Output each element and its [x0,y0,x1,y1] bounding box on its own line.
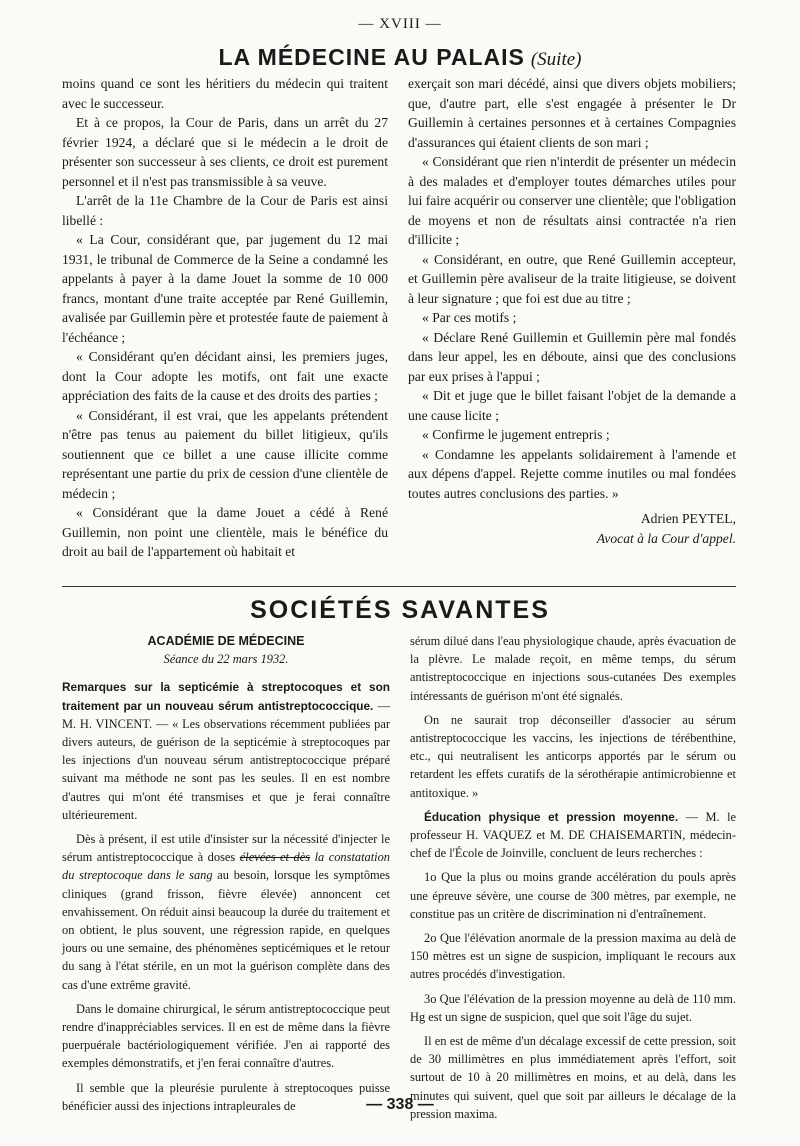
paragraph: « Considérant que la dame Jouet a cédé à René Guillemin, non point une clientèle, mais le bénéfice du droit au bail de l'appartement où habitait et [62,505,388,559]
paragraph: « Considérant qu'en décidant ainsi, les premiers juges, dont la Cour adopte les motifs, ont fait une exacte appréciation des faits de la cause et des droits des parties ; [62,349,388,403]
point-4: Il en est de même d'un décalage excessif de cette pression, soit de 30 millimètres en plus immédiatement après l'effort, soit surtout de 10 à 20 millimètres en moins, et au delà, dans les minutes qui suivent, quel que soit par ailleurs le décalage de la pression maxima. [410,1034,736,1121]
signature-first: Adrien [640,511,679,526]
paragraph: Dans le domaine chirurgical, le sérum antistreptococcique peut rendre d'inappréciables services. Il en est de même dans la fièvre puerpuérale bactériologiquement vérifiée. J'en ai rapporté des exemples démonstratifs, et j'en ferai connaître d'autres. [62,1001,390,1071]
point-1: 1o Que la plus ou moins grande accélération du pouls après une épreuve sévère, une course de 300 mètres, par exemple, ne constitue pas un critère de discrimination ni d'entraînement. [410,870,736,921]
article1-right-column [408,74,736,548]
paper2-title: Éducation physique et pression moyenne. [424,809,679,824]
signature-role: Avocat à la Cour d'appel. [596,530,736,546]
paragraph: « Condamne les appelants solidairement à l'amende et aux dépens d'appel. Rejette comme inutiles ou mal fondées toutes autres conclusions des parties. » [408,446,736,501]
paper1-p2d: au besoin, lorsque les symptômes cliniques (grand frisson, fièvre élevée) annoncent cet envahissement. On réduit ainsi beaucoup la durée du traitement et on obtient, le plus souvent, une régression rapide, en quelques jours ou une semaine, des phénomènes septicémiques et le retour du sang à l'état stérile, en un mot la guérison complète dans des cas d'une extrême gravité. [62,868,390,992]
paper1-p2c: la constatation du streptocoque dans le sang [62,850,391,883]
section-title-societes-savantes: SOCIÉTÉS SAVANTES [250,596,550,624]
paper2-intro1: M. le professeur H. [410,809,737,843]
title-suffix: (Suite) [530,49,582,70]
article1-left-column [62,74,388,562]
paragraph: « Par ces motifs ; [422,310,517,325]
section-divider [62,586,736,587]
paragraph: On ne saurait trop déconseiller d'associer au sérum antistreptococcique les vaccins, les injections de térébenthine, etc., qui neutralisent les anticorps apportés par le sérum ou retardent les effets curatifs de la sérothérapie antimicrobienne et antitoxique. » [410,712,736,800]
page-roman-number: — XVIII — [358,16,442,32]
point-3: 3o Que l'élévation de la pression moyenne au delà de 110 mm. Hg est un signe de suspicion, quel que soit l'âge du sujet. [410,991,736,1024]
paper1-p2b: élevées et dès [239,850,311,865]
signature-last: PEYTEL, [682,511,736,526]
paragraph: sérum dilué dans l'eau physiologique chaude, après évacuation de la plèvre. Le malade reçoit, en même temps, du sérum antistreptococcique en injections sous-cutanées Des exemples intéressants de guérison m'ont été signalés. [410,634,736,703]
point-2: 2o Que l'élévation anormale de la pression maxima au delà de 150 mètres est un signe de suspicion, impliquant le recours aux autres procédés d'investigation. [410,931,736,982]
paper1-author: M. H. VINCENT. [62,716,153,731]
paper2-name1: VAQUEZ [482,828,532,843]
paragraph: moins quand ce sont les héritiers du médecin qui traitent avec le successeur. [62,76,388,111]
paragraph: L'arrêt de la 11e Chambre de la Cour de Paris est ainsi libellé : [62,193,388,228]
paragraph: Il semble que la pleurésie purulente à streptocoques puisse bénéficier aussi des injections intrapleurales de [62,1080,390,1113]
paragraph: « La Cour, considérant que, par jugement du 12 mai 1931, le tribunal de Commerce de la Seine a condamné les appelants à payer à la dame Jouet la somme de 10 000 francs, montant d'une traite acceptée par René Guillemin, avalisée par Guillemin père et protestée faute de paiement à l'échéance ; [62,232,388,345]
session-date: Séance du 22 mars 1932. [163,652,289,667]
paper2-intro2: et M. [536,828,564,843]
academy-heading: ACADÉMIE DE MÉDECINE [147,634,305,648]
paper2-name2: DE CHAISEMARTIN, [568,828,686,843]
page-number: — 338 — [366,1096,434,1113]
signature [408,509,736,548]
paper1-heading: Remarques sur la septicémie à streptocoques et son traitement par un nouveau sérum antistreptococcique. — M. H. VINCENT. — « Les observations récemment publiées par divers auteurs, de guérison de la septicémie à streptocoques par les injections d'un nouveau sérum antistreptococcique préparé suivant ma méthode ne sont pas les seules. Il en est nombre d'autres qui m'ont été transmises et que je ferai connaître ultérieurement. [62,680,390,822]
section2-left-column [62,632,390,1115]
paper1-title: Remarques sur la septicémie à streptocoques et son traitement par un nouveau sérum antistreptococcique. [62,680,390,713]
paragraph: « Dit et juge que le billet faisant l'objet de la demande a une cause licite ; [408,388,736,423]
section2-right-column [410,632,736,1123]
paragraph [62,830,390,994]
paragraph: « Considérant, il est vrai, que les appelants prétendent n'être pas tenus au paiement du billet litigieux, qu'ils soutiennent que ce billet a une cause illicite comme représentant une partie du prix de cession d'une clientèle de médecin ; [62,407,388,501]
paragraph: « Confirme le jugement entrepris ; [422,427,610,442]
paragraph: Et à ce propos, la Cour de Paris, dans un arrêt du 27 février 1924, a déclaré que si le médecin a le droit de présenter son successeur à ses clients, ce droit est purement personnel et il n'est pas transmissible à sa veuve. [62,115,388,189]
paper2-intro3: médecin-chef de l'École de Joinville, concluent de leurs recherches : [410,828,736,861]
paragraph: « Déclare René Guillemin et Guillemin père mal fondés dans leur appel, les en déboute, ainsi que des conclusions par eux prises à l'appui ; [408,329,736,384]
title-text: LA MÉDECINE AU PALAIS [218,44,525,70]
signature-name [408,509,736,529]
paper1-p2a: Dès à présent, il est utile d'insister sur la nécessité d'injecter le sérum antistreptococcique à doses [62,832,390,865]
section-title-medecine-au-palais [0,44,800,71]
paper1-p1: « Les observations récemment publiées par divers auteurs, de guérison de la septicémie à streptocoques par les injections d'un nouveau sérum antistreptococcique préparé suivant ma méthode ne sont pas les seules. Il en est nombre d'autres qui m'ont été transmises et que je ferai connaître ultérieurement. [62,716,390,822]
paragraph: « Considérant que rien n'interdit de présenter un médecin à des malades et d'employer toutes démarches utiles pour lui faire acquérir ou conserver une clientèle; que l'obligation de moyens et non de résultats ainsi contractée n'a rien d'illicite ; [408,154,736,247]
paragraph: exerçait son mari décédé, ainsi que divers objets mobiliers; que, d'autre part, elle s'est engagée à présenter le Dr Guillemin à certaines personnes et à certaines Compagnies d'assurances qui étaient clients de son mari ; [408,76,736,150]
paper2-heading: Éducation physique et pression moyenne. — M. le professeur H. VAQUEZ et M. DE CHAISEMARTIN, médecin-chef de l'École de Joinville, concluent de leurs recherches : [410,809,737,861]
paragraph: « Considérant, en outre, que René Guillemin accepteur, et Guillemin père avaliseur de la traite litigieuse, se doivent à leur signature ; que foi est due au titre ; [408,251,736,306]
